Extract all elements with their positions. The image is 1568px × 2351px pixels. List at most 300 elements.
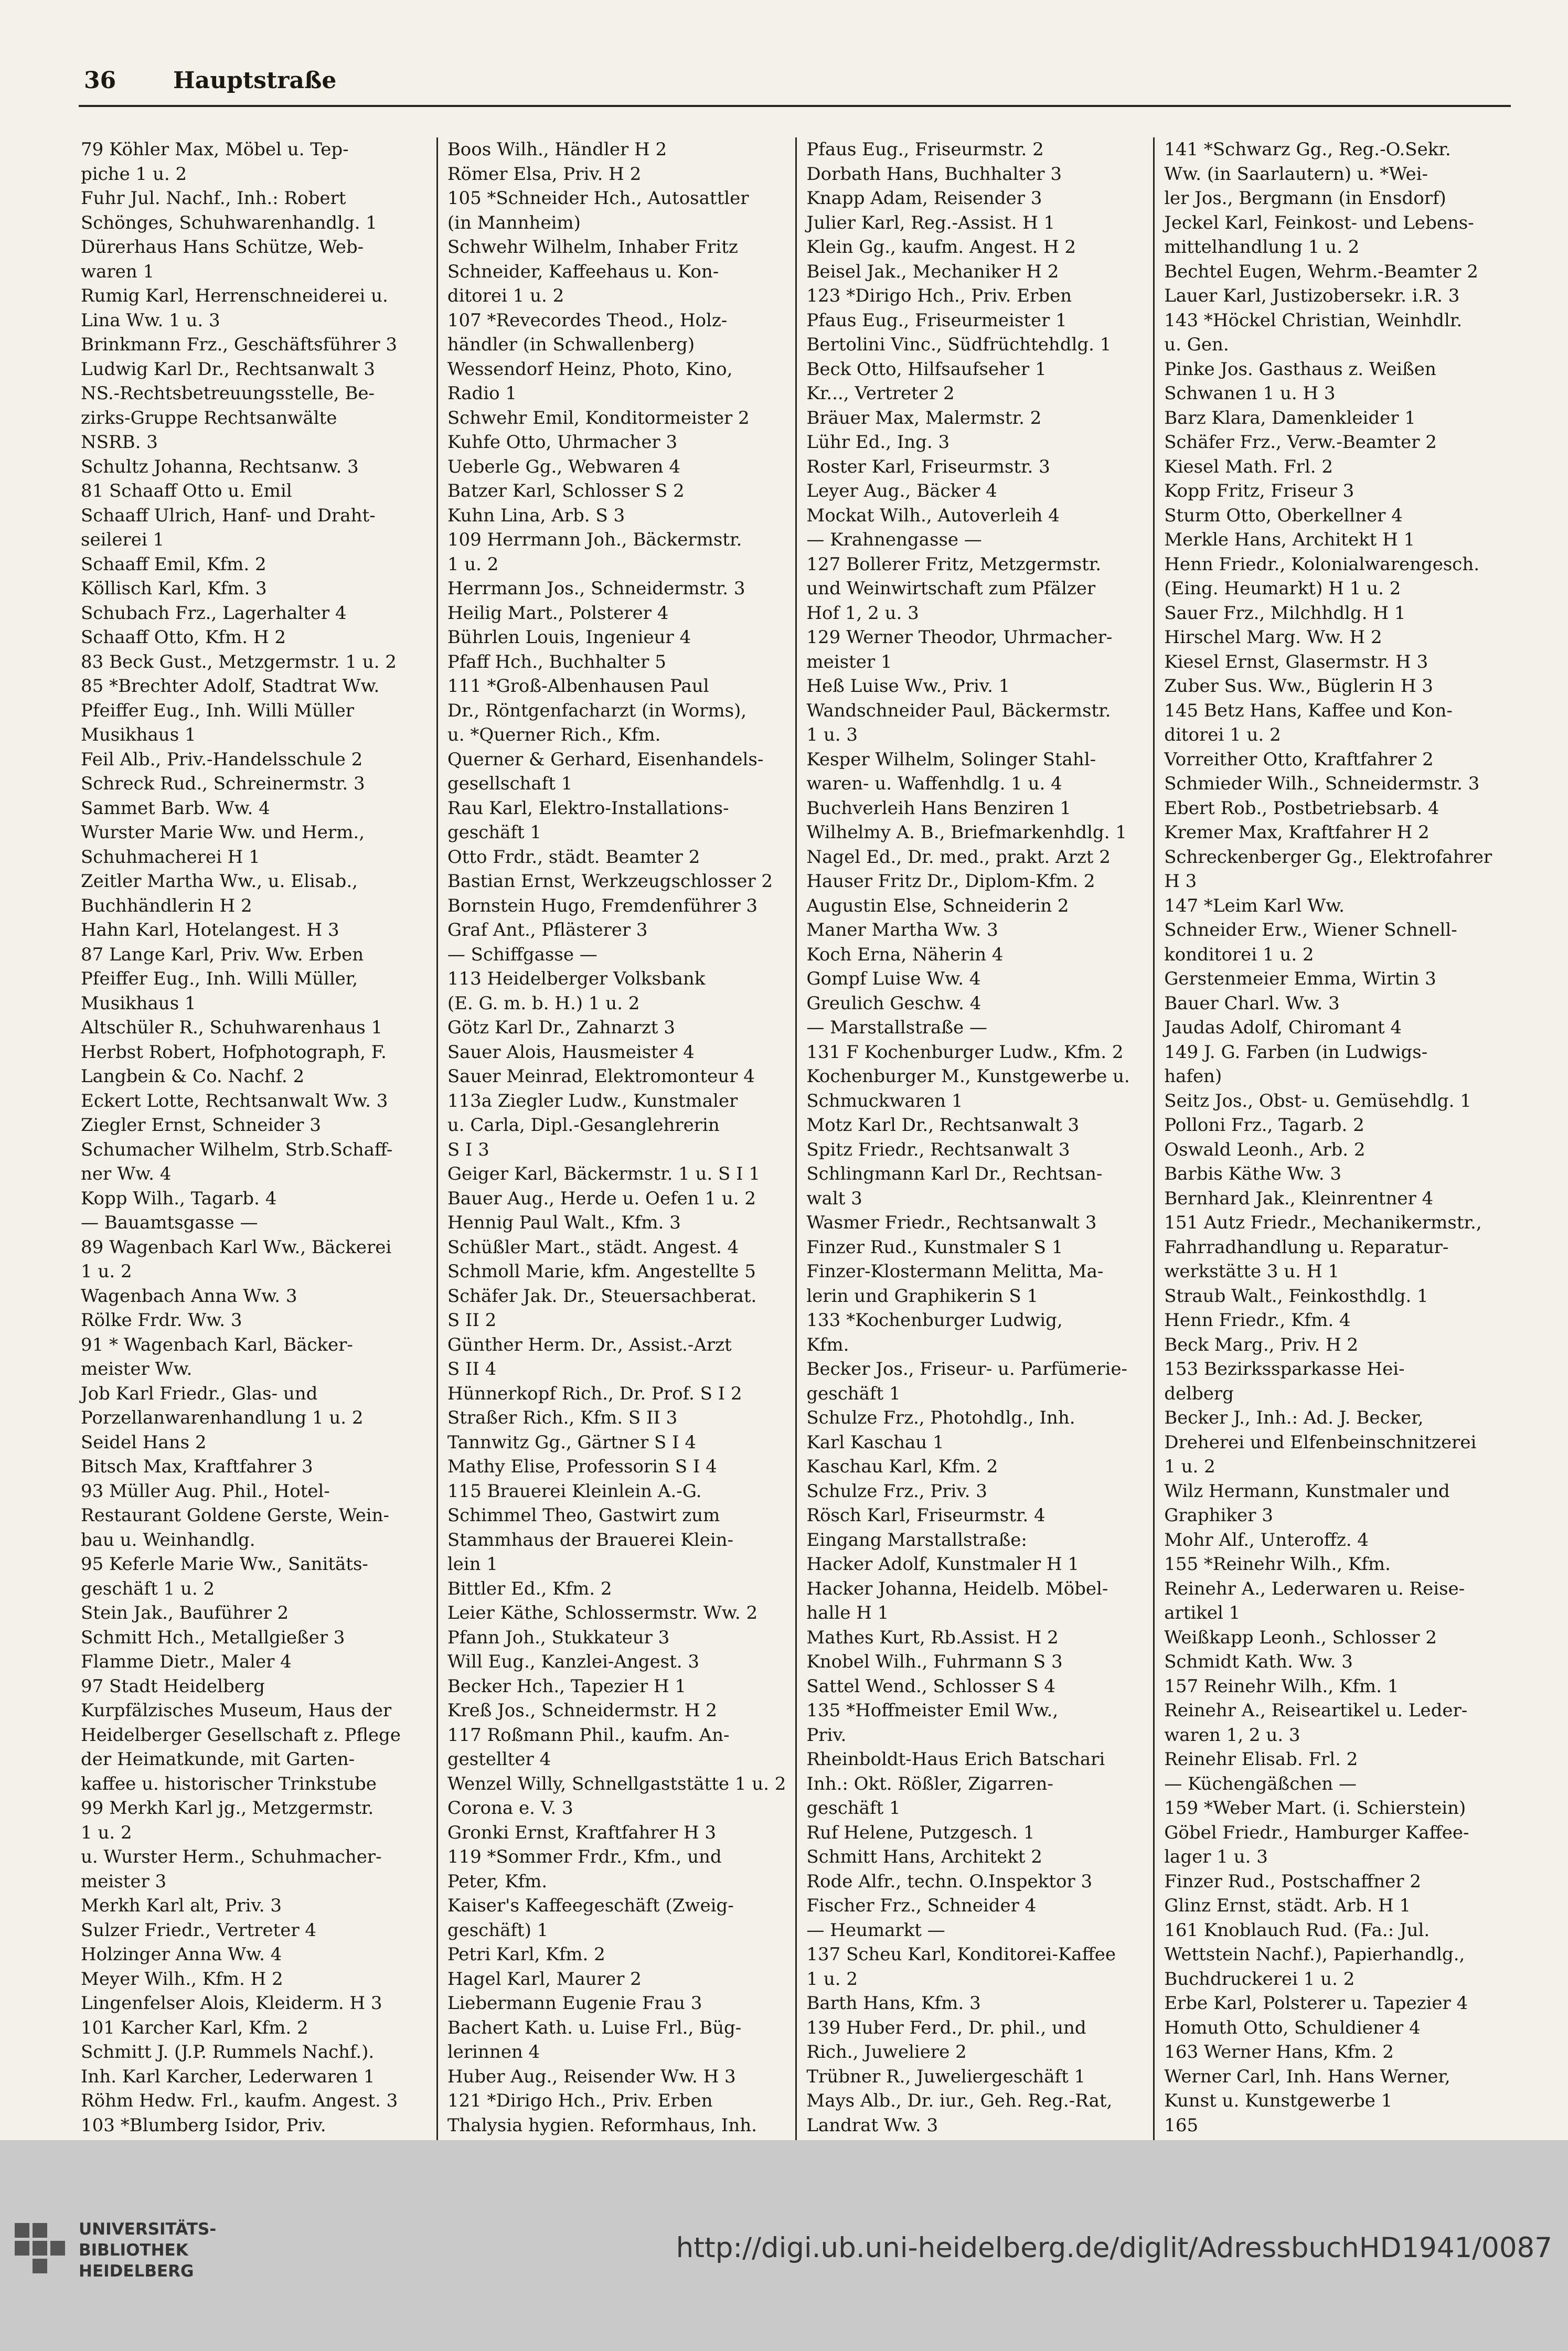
directory-entry-line: Sammet Barb. Ww. 4 bbox=[81, 797, 270, 819]
directory-entry-line: Seidel Hans 2 bbox=[81, 1431, 207, 1453]
directory-entry-line: meister Ww. bbox=[81, 1359, 193, 1380]
directory-entry-line: walt 3 bbox=[806, 1188, 862, 1209]
directory-entry-line: Kesper Wilhelm, Solinger Stahl- bbox=[806, 749, 1096, 770]
directory-entry-line: Inh.: Okt. Rößler, Zigarren- bbox=[806, 1773, 1053, 1794]
directory-entry-line: 135 *Hoffmeister Emil Ww., bbox=[806, 1700, 1059, 1721]
directory-entry-line: Bauer Charl. Ww. 3 bbox=[1164, 992, 1340, 1014]
directory-entry-line: lein 1 bbox=[447, 1554, 498, 1575]
column-1 bbox=[79, 137, 436, 2211]
directory-entry-line: Kiesel Ernst, Glasermstr. H 3 bbox=[1164, 651, 1428, 672]
directory-entry-line: — Schiffgasse — bbox=[447, 944, 598, 965]
directory-entry-line: Jeckel Karl, Feinkost- und Lebens- bbox=[1164, 212, 1474, 233]
directory-entry-line: Merkle Hans, Architekt H 1 bbox=[1164, 529, 1415, 550]
directory-entry-line: Weißkapp Leonh., Schlosser 2 bbox=[1164, 1627, 1437, 1648]
directory-entry-line: Musikhaus 1 bbox=[81, 724, 196, 745]
directory-entry-line: Kochenburger M., Kunstgewerbe u. bbox=[806, 1066, 1130, 1087]
directory-entry-line: Heidelberger Gesellschaft z. Pflege bbox=[81, 1724, 401, 1746]
directory-entry-line: Thalysia hygien. Reformhaus, Inh. bbox=[447, 2114, 757, 2136]
directory-entry-line: Pfaus Eug., Friseurmstr. 2 bbox=[806, 139, 1044, 160]
directory-entry-line: 91 * Wagenbach Karl, Bäcker- bbox=[81, 1334, 353, 1355]
directory-entry-line: piche 1 u. 2 bbox=[81, 163, 187, 185]
directory-entry-line: 111 *Groß-Albenhausen Paul bbox=[447, 676, 709, 697]
viewer-footer bbox=[0, 2140, 1568, 2351]
directory-entry-line: Vorreither Otto, Kraftfahrer 2 bbox=[1164, 749, 1434, 770]
directory-entry-line: — Küchengäßchen — bbox=[1164, 1773, 1357, 1794]
directory-entry-line: Zeitler Martha Ww., u. Elisab., bbox=[81, 871, 358, 892]
directory-entry-line: Eckert Lotte, Rechtsanwalt Ww. 3 bbox=[81, 1090, 388, 1112]
directory-entry-line: Becker Hch., Tapezier H 1 bbox=[447, 1675, 687, 1697]
directory-entry-line: Kopp Fritz, Friseur 3 bbox=[1164, 480, 1354, 501]
directory-entry-line: 97 Stadt Heidelberg bbox=[81, 1675, 265, 1697]
directory-entry-line: 163 Werner Hans, Kfm. 2 bbox=[1164, 2042, 1394, 2063]
directory-entry-line: Lauer Karl, Justizobersekr. i.R. 3 bbox=[1164, 285, 1460, 306]
directory-entry-line: Römer Elsa, Priv. H 2 bbox=[447, 163, 642, 185]
directory-entry-line: Bertolini Vinc., Südfrüchtehdlg. 1 bbox=[806, 334, 1112, 355]
directory-entry-line: Gerstenmeier Emma, Wirtin 3 bbox=[1164, 968, 1436, 989]
directory-entry-line: Julier Karl, Reg.-Assist. H 1 bbox=[806, 212, 1055, 233]
directory-entry-line: Meyer Wilh., Kfm. H 2 bbox=[81, 1968, 283, 1990]
directory-entry-line: Radio 1 bbox=[447, 383, 517, 404]
directory-entry-line: Schneider Erw., Wiener Schnell- bbox=[1164, 920, 1457, 941]
directory-entry-line: Job Karl Friedr., Glas- und bbox=[81, 1383, 318, 1404]
directory-entry-line: geschäft) 1 bbox=[447, 1919, 549, 1941]
directory-entry-line: 1 u. 2 bbox=[1164, 1456, 1215, 1477]
directory-entry-line: Boos Wilh., Händler H 2 bbox=[447, 139, 667, 160]
directory-entry-line: 107 *Revecordes Theod., Holz- bbox=[447, 309, 728, 331]
directory-entry-line: Batzer Karl, Schlosser S 2 bbox=[447, 480, 685, 501]
directory-entry-line: Graf Ant., Pflästerer 3 bbox=[447, 920, 648, 941]
directory-entry-line: ditorei 1 u. 2 bbox=[447, 285, 564, 306]
directory-entry-line: Beck Marg., Priv. H 2 bbox=[1164, 1334, 1359, 1355]
directory-entry-line: Knapp Adam, Reisender 3 bbox=[806, 188, 1042, 209]
directory-entry-line: Pfann Joh., Stukkateur 3 bbox=[447, 1627, 670, 1648]
directory-entry-line: Schwehr Wilhelm, Inhaber Fritz bbox=[447, 237, 738, 258]
directory-entry-line: Sauer Meinrad, Elektromonteur 4 bbox=[447, 1066, 755, 1087]
directory-entry-line: 121 *Dirigo Hch., Priv. Erben bbox=[447, 2090, 713, 2111]
directory-entry-line: Seitz Jos., Obst- u. Gemüsehdlg. 1 bbox=[1164, 1090, 1471, 1112]
directory-entry-line: ditorei 1 u. 2 bbox=[1164, 724, 1281, 745]
source-url-link[interactable]: http://digi.ub.uni-heidelberg.de/diglit/AdressbuchHD1941/0087 bbox=[676, 2232, 1552, 2264]
directory-entry-line: Otto Frdr., städt. Beamter 2 bbox=[447, 846, 700, 868]
directory-entry-line: Eingang Marstallstraße: bbox=[806, 1529, 1027, 1551]
directory-entry-line: Querner & Gerhard, Eisenhandels- bbox=[447, 749, 764, 770]
library-name-line: UNIVERSITÄTS- bbox=[79, 2220, 217, 2239]
directory-entry-line: Dorbath Hans, Buchhalter 3 bbox=[806, 163, 1062, 185]
directory-entry-line: Kr..., Vertreter 2 bbox=[806, 383, 955, 404]
directory-entry-line: 145 Betz Hans, Kaffee und Kon- bbox=[1164, 700, 1453, 721]
directory-entry-line: Rau Karl, Elektro-Installations- bbox=[447, 797, 729, 819]
directory-entry-line: Pfeiffer Eug., Inh. Willi Müller, bbox=[81, 968, 358, 989]
directory-entry-line: waren 1, 2 u. 3 bbox=[1164, 1724, 1300, 1746]
directory-entry-line: 165 bbox=[1164, 2114, 1199, 2136]
directory-entry-line: Will Eug., Kanzlei-Angest. 3 bbox=[447, 1651, 700, 1672]
directory-entry-line: 153 Bezirkssparkasse Hei- bbox=[1164, 1359, 1405, 1380]
directory-entry-line: 113 Heidelberger Volksbank bbox=[447, 968, 706, 989]
directory-entry-line: Schmoll Marie, kfm. Angestellte 5 bbox=[447, 1261, 756, 1282]
directory-entry-line: 133 *Kochenburger Ludwig, bbox=[806, 1310, 1063, 1331]
directory-entry-line: Schuhmacherei H 1 bbox=[81, 846, 260, 868]
directory-entry-line: Flamme Dietr., Maler 4 bbox=[81, 1651, 292, 1672]
directory-entry-line: lerin und Graphikerin S 1 bbox=[806, 1285, 1039, 1307]
directory-entry-line: 155 *Reinehr Wilh., Kfm. bbox=[1164, 1554, 1391, 1575]
directory-entry-line: konditorei 1 u. 2 bbox=[1164, 944, 1314, 965]
directory-entry-line: Reinehr A., Reiseartikel u. Leder- bbox=[1164, 1700, 1468, 1721]
directory-entry-line: Corona e. V. 3 bbox=[447, 1798, 573, 1819]
directory-entry-line: Motz Karl Dr., Rechtsanwalt 3 bbox=[806, 1115, 1080, 1136]
directory-entry-line: Bräuer Max, Malermstr. 2 bbox=[806, 407, 1042, 429]
directory-entry-line: Pfaus Eug., Friseurmeister 1 bbox=[806, 309, 1067, 331]
directory-entry-line: (E. G. m. b. H.) 1 u. 2 bbox=[447, 992, 640, 1014]
directory-entry-line: 1 u. 3 bbox=[806, 724, 858, 745]
directory-entry-line: Pfaff Hch., Buchhalter 5 bbox=[447, 651, 666, 672]
directory-entry-line: H 3 bbox=[1164, 871, 1197, 892]
directory-entry-line: Schreck Rud., Schreinermstr. 3 bbox=[81, 773, 365, 794]
directory-entry-line: Ludwig Karl Dr., Rechtsanwalt 3 bbox=[81, 358, 375, 380]
directory-entry-line: Peter, Kfm. bbox=[447, 1871, 548, 1892]
directory-entry-line: Jaudas Adolf, Chiromant 4 bbox=[1164, 1017, 1402, 1038]
directory-entry-line: Fischer Frz., Schneider 4 bbox=[806, 1895, 1037, 1916]
directory-entry-line: Bernhard Jak., Kleinrentner 4 bbox=[1164, 1188, 1434, 1209]
directory-entry-line: Pinke Jos. Gasthaus z. Weißen bbox=[1164, 358, 1436, 380]
directory-entry-line: Schubach Frz., Lagerhalter 4 bbox=[81, 602, 347, 624]
directory-entry-line: Graphiker 3 bbox=[1164, 1505, 1273, 1526]
directory-entry-line: Brinkmann Frz., Geschäftsführer 3 bbox=[81, 334, 397, 355]
directory-entry-line: Tannwitz Gg., Gärtner S I 4 bbox=[447, 1431, 697, 1453]
directory-entry-line: Sauer Alois, Hausmeister 4 bbox=[447, 1041, 695, 1063]
directory-entry-line: werkstätte 3 u. H 1 bbox=[1164, 1261, 1339, 1282]
directory-entry-line: Schneider, Kaffeehaus u. Kon- bbox=[447, 261, 719, 282]
directory-entry-line: Mathy Elise, Professorin S I 4 bbox=[447, 1456, 717, 1477]
directory-entry-line: Schmitt J. (J.P. Rummels Nachf.). bbox=[81, 2042, 375, 2063]
directory-entry-line: Huber Aug., Reisender Ww. H 3 bbox=[447, 2066, 736, 2087]
directory-entry-line: Buchverleih Hans Benziren 1 bbox=[806, 797, 1071, 819]
directory-entry-line: 115 Brauerei Kleinlein A.-G. bbox=[447, 1480, 702, 1502]
library-name bbox=[79, 2219, 216, 2282]
directory-entry-line: gesellschaft 1 bbox=[447, 773, 573, 794]
directory-entry-line: — Krahnengasse — bbox=[806, 529, 982, 550]
directory-entry-line: waren- u. Waffenhdlg. 1 u. 4 bbox=[806, 773, 1062, 794]
directory-entry-line: Kopp Wilh., Tagarb. 4 bbox=[81, 1188, 277, 1209]
directory-entry-line: Sattel Wend., Schlosser S 4 bbox=[806, 1675, 1055, 1697]
directory-entry-line: Kreß Jos., Schneidermstr. H 2 bbox=[447, 1700, 717, 1721]
directory-entry-line: Hacker Adolf, Kunstmaler H 1 bbox=[806, 1554, 1079, 1575]
directory-entry-line: Fahrradhandlung u. Reparatur- bbox=[1164, 1236, 1449, 1258]
directory-entry-line: Hauser Fritz Dr., Diplom-Kfm. 2 bbox=[806, 871, 1095, 892]
directory-columns bbox=[79, 137, 1511, 2136]
directory-entry-line: 143 *Höckel Christian, Weinhdlr. bbox=[1164, 309, 1463, 331]
directory-entry-line: artikel 1 bbox=[1164, 1602, 1241, 1623]
directory-entry-line: Sturm Otto, Oberkellner 4 bbox=[1164, 505, 1403, 526]
directory-entry-line: Rösch Karl, Friseurmstr. 4 bbox=[806, 1505, 1046, 1526]
directory-entry-line: Wilhelmy A. B., Briefmarkenhdlg. 1 bbox=[806, 822, 1127, 843]
directory-entry-line: Sauer Frz., Milchhdlg. H 1 bbox=[1164, 602, 1406, 624]
directory-entry-line: ner Ww. 4 bbox=[81, 1163, 172, 1184]
directory-entry-line: 123 *Dirigo Hch., Priv. Erben bbox=[806, 285, 1072, 306]
directory-entry-line: Wasmer Friedr., Rechtsanwalt 3 bbox=[806, 1212, 1097, 1233]
directory-entry-line: Homuth Otto, Schuldiener 4 bbox=[1164, 2017, 1421, 2038]
directory-entry-line: Dürerhaus Hans Schütze, Web- bbox=[81, 237, 364, 258]
directory-entry-line: lerinnen 4 bbox=[447, 2042, 540, 2063]
directory-entry-line: Polloni Frz., Tagarb. 2 bbox=[1164, 1115, 1364, 1136]
directory-entry-line: Holzinger Anna Ww. 4 bbox=[81, 1944, 282, 1965]
directory-entry-line: Fuhr Jul. Nachf., Inh.: Robert bbox=[81, 188, 346, 209]
directory-entry-line: Schmitt Hch., Metallgießer 3 bbox=[81, 1627, 345, 1648]
directory-entry-line: u. Carla, Dipl.-Gesanglehrerin bbox=[447, 1115, 720, 1136]
directory-entry-line: geschäft 1 u. 2 bbox=[81, 1578, 215, 1599]
directory-entry-line: Priv. bbox=[806, 1724, 847, 1746]
directory-entry-line: Bitsch Max, Kraftfahrer 3 bbox=[81, 1456, 313, 1477]
directory-entry-line: hafen) bbox=[1164, 1066, 1222, 1087]
directory-entry-line: 79 Köhler Max, Möbel u. Tep- bbox=[81, 139, 349, 160]
page-title: Hauptstraße bbox=[173, 67, 337, 94]
directory-entry-line: Klein Gg., kaufm. Angest. H 2 bbox=[806, 237, 1076, 258]
directory-entry-line: Feil Alb., Priv.-Handelsschule 2 bbox=[81, 749, 363, 770]
directory-entry-line: Restaurant Goldene Gerste, Wein- bbox=[81, 1505, 390, 1526]
directory-entry-line: Kurpfälzisches Museum, Haus der bbox=[81, 1700, 392, 1721]
directory-entry-line: Kaschau Karl, Kfm. 2 bbox=[806, 1456, 998, 1477]
directory-entry-line: Schüßler Mart., städt. Angest. 4 bbox=[447, 1236, 739, 1258]
directory-entry-line: Roster Karl, Friseurmstr. 3 bbox=[806, 456, 1050, 477]
directory-entry-line: Barth Hans, Kfm. 3 bbox=[806, 1993, 981, 2014]
directory-entry-line: S II 2 bbox=[447, 1310, 497, 1331]
directory-entry-line: Bornstein Hugo, Fremdenführer 3 bbox=[447, 895, 758, 916]
directory-entry-line: geschäft 1 bbox=[447, 822, 542, 843]
directory-entry-line: Köllisch Karl, Kfm. 3 bbox=[81, 578, 267, 599]
directory-entry-line: Hünnerkopf Rich., Dr. Prof. S I 2 bbox=[447, 1383, 742, 1404]
directory-entry-line: Bastian Ernst, Werkzeugschlosser 2 bbox=[447, 871, 773, 892]
directory-entry-line: geschäft 1 bbox=[806, 1383, 901, 1404]
directory-entry-line: Ueberle Gg., Webwaren 4 bbox=[447, 456, 681, 477]
directory-entry-line: Wettstein Nachf.), Papierhandlg., bbox=[1164, 1944, 1465, 1965]
directory-entry-line: Kaiser's Kaffeegeschäft (Zweig- bbox=[447, 1895, 734, 1916]
directory-entry-line: Becker Jos., Friseur- u. Parfümerie- bbox=[806, 1359, 1127, 1380]
directory-entry-line: kaffee u. historischer Trinkstube bbox=[81, 1773, 377, 1794]
directory-entry-line: Porzellanwarenhandlung 1 u. 2 bbox=[81, 1407, 364, 1428]
directory-entry-line: Schimmel Theo, Gastwirt zum bbox=[447, 1505, 720, 1526]
page-number: 36 bbox=[84, 67, 116, 94]
directory-entry-line: Werner Carl, Inh. Hans Werner, bbox=[1164, 2066, 1450, 2087]
directory-entry-line: u. *Querner Rich., Kfm. bbox=[447, 724, 661, 745]
directory-entry-line: Augustin Else, Schneiderin 2 bbox=[806, 895, 1069, 916]
directory-entry-line: Herbst Robert, Hofphotograph, F. bbox=[81, 1041, 387, 1063]
directory-entry-line: Musikhaus 1 bbox=[81, 992, 196, 1014]
directory-entry-line: Schaaff Emil, Kfm. 2 bbox=[81, 553, 266, 575]
directory-entry-line: Sulzer Friedr., Vertreter 4 bbox=[81, 1919, 317, 1941]
directory-entry-line: 85 *Brechter Adolf, Stadtrat Ww. bbox=[81, 676, 380, 697]
directory-entry-line: Leyer Aug., Bäcker 4 bbox=[806, 480, 997, 501]
directory-entry-line: Hacker Johanna, Heidelb. Möbel- bbox=[806, 1578, 1108, 1599]
directory-entry-line: Reinehr A., Lederwaren u. Reise- bbox=[1164, 1578, 1465, 1599]
directory-entry-line: 101 Karcher Karl, Kfm. 2 bbox=[81, 2017, 308, 2038]
directory-entry-line: — Marstallstraße — bbox=[806, 1017, 987, 1038]
directory-entry-line: geschäft 1 bbox=[806, 1798, 901, 1819]
directory-entry-line: 1 u. 2 bbox=[447, 553, 499, 575]
directory-entry-line: Rumig Karl, Herrenschneiderei u. bbox=[81, 285, 388, 306]
directory-entry-line: 151 Autz Friedr., Mechanikermstr., bbox=[1164, 1212, 1482, 1233]
directory-entry-line: Inh. Karl Karcher, Lederwaren 1 bbox=[81, 2066, 375, 2087]
directory-entry-line: Herrmann Jos., Schneidermstr. 3 bbox=[447, 578, 745, 599]
library-name-line: BIBLIOTHEK bbox=[79, 2241, 188, 2260]
directory-entry-line: Ebert Rob., Postbetriebsarb. 4 bbox=[1164, 797, 1439, 819]
directory-entry-line: Schaaff Ulrich, Hanf- und Draht- bbox=[81, 505, 376, 526]
directory-entry-line: waren 1 bbox=[81, 261, 155, 282]
directory-entry-line: Wenzel Willy, Schnellgaststätte 1 u. 2 bbox=[447, 1773, 786, 1794]
directory-entry-line: Stammhaus der Brauerei Klein- bbox=[447, 1529, 734, 1551]
directory-entry-line: bau u. Weinhandlg. bbox=[81, 1529, 255, 1551]
directory-entry-line: Kremer Max, Kraftfahrer H 2 bbox=[1164, 822, 1430, 843]
directory-entry-line: Altschüler R., Schuhwarenhaus 1 bbox=[81, 1017, 383, 1038]
directory-entry-line: Schaaff Otto, Kfm. H 2 bbox=[81, 627, 286, 648]
directory-entry-line: Wagenbach Anna Ww. 3 bbox=[81, 1285, 297, 1307]
directory-entry-line: Kuhfe Otto, Uhrmacher 3 bbox=[447, 432, 678, 453]
directory-entry-line: Wurster Marie Ww. und Herm., bbox=[81, 822, 365, 843]
directory-entry-line: Zuber Sus. Ww., Büglerin H 3 bbox=[1164, 676, 1433, 697]
directory-entry-line: Schmuckwaren 1 bbox=[806, 1090, 963, 1112]
directory-entry-line: (Eing. Heumarkt) H 1 u. 2 bbox=[1164, 578, 1401, 599]
directory-entry-line: 109 Herrmann Joh., Bäckermstr. bbox=[447, 529, 742, 550]
directory-entry-line: Schlingmann Karl Dr., Rechtsan- bbox=[806, 1163, 1103, 1184]
directory-entry-line: 149 J. G. Farben (in Ludwigs- bbox=[1164, 1041, 1428, 1063]
directory-entry-line: Gronki Ernst, Kraftfahrer H 3 bbox=[447, 1822, 717, 1843]
page-header bbox=[84, 62, 1511, 104]
directory-entry-line: 137 Scheu Karl, Konditorei-Kaffee bbox=[806, 1944, 1116, 1965]
directory-entry-line: Koch Erna, Näherin 4 bbox=[806, 944, 1004, 965]
directory-entry-line: händler (in Schwallenberg) bbox=[447, 334, 695, 355]
directory-entry-line: lager 1 u. 3 bbox=[1164, 1846, 1268, 1867]
directory-entry-line: Hof 1, 2 u. 3 bbox=[806, 602, 919, 624]
directory-entry-line: Rode Alfr., techn. O.Inspektor 3 bbox=[806, 1871, 1093, 1892]
directory-entry-line: meister 3 bbox=[81, 1871, 167, 1892]
directory-entry-line: Langbein & Co. Nachf. 2 bbox=[81, 1066, 305, 1087]
directory-entry-line: Merkh Karl alt, Priv. 3 bbox=[81, 1895, 282, 1916]
directory-entry-line: Knobel Wilh., Fuhrmann S 3 bbox=[806, 1651, 1063, 1672]
directory-entry-line: Dreherei und Elfenbeinschnitzerei bbox=[1164, 1431, 1477, 1453]
directory-entry-line: NSRB. 3 bbox=[81, 432, 158, 453]
directory-entry-line: Henn Friedr., Kolonialwarengesch. bbox=[1164, 553, 1480, 575]
column-3 bbox=[795, 137, 1153, 2211]
directory-entry-line: Reinehr Elisab. Frl. 2 bbox=[1164, 1749, 1358, 1770]
directory-entry-line: 129 Werner Theodor, Uhrmacher- bbox=[806, 627, 1113, 648]
directory-entry-line: Landrat Ww. 3 bbox=[806, 2114, 938, 2136]
directory-entry-line: Wandschneider Paul, Bäckermstr. bbox=[806, 700, 1111, 721]
directory-entry-line: Rheinboldt-Haus Erich Batschari bbox=[806, 1749, 1105, 1770]
directory-entry-line: Schulze Frz., Photohdlg., Inh. bbox=[806, 1407, 1075, 1428]
directory-entry-line: 113a Ziegler Ludw., Kunstmaler bbox=[447, 1090, 738, 1112]
directory-entry-line: Bittler Ed., Kfm. 2 bbox=[447, 1578, 612, 1599]
column-4 bbox=[1153, 137, 1511, 2211]
directory-entry-line: meister 1 bbox=[806, 651, 892, 672]
directory-entry-line: Heß Luise Ww., Priv. 1 bbox=[806, 676, 1010, 697]
directory-entry-line: Ruf Helene, Putzgesch. 1 bbox=[806, 1822, 1035, 1843]
directory-entry-line: Bauer Aug., Herde u. Oefen 1 u. 2 bbox=[447, 1188, 756, 1209]
directory-entry-line: Trübner R., Juweliergeschäft 1 bbox=[806, 2066, 1086, 2087]
directory-entry-line: zirks-Gruppe Rechtsanwälte bbox=[81, 407, 337, 429]
directory-entry-line: Schmitt Hans, Architekt 2 bbox=[806, 1846, 1042, 1867]
directory-entry-line: 1 u. 2 bbox=[81, 1261, 132, 1282]
directory-entry-line: Schreckenberger Gg., Elektrofahrer bbox=[1164, 846, 1492, 868]
directory-entry-line: Mockat Wilh., Autoverleih 4 bbox=[806, 505, 1060, 526]
directory-entry-line: u. Wurster Herm., Schuhmacher- bbox=[81, 1846, 382, 1867]
directory-entry-line: Kfm. bbox=[806, 1334, 849, 1355]
directory-entry-line: Barbis Käthe Ww. 3 bbox=[1164, 1163, 1342, 1184]
directory-entry-line: Schönges, Schuhwarenhandlg. 1 bbox=[81, 212, 377, 233]
directory-entry-line: Petri Karl, Kfm. 2 bbox=[447, 1944, 605, 1965]
directory-entry-line: und Weinwirtschaft zum Pfälzer bbox=[806, 578, 1096, 599]
directory-entry-line: Henn Friedr., Kfm. 4 bbox=[1164, 1310, 1351, 1331]
directory-entry-line: Buchdruckerei 1 u. 2 bbox=[1164, 1968, 1355, 1990]
directory-entry-line: Schumacher Wilhelm, Strb.Schaff- bbox=[81, 1139, 393, 1160]
directory-entry-line: Glinz Ernst, städt. Arb. H 1 bbox=[1164, 1895, 1411, 1916]
directory-entry-line: Götz Karl Dr., Zahnarzt 3 bbox=[447, 1017, 675, 1038]
directory-entry-line: Straßer Rich., Kfm. S II 3 bbox=[447, 1407, 678, 1428]
directory-entry-line: Ziegler Ernst, Schneider 3 bbox=[81, 1115, 321, 1136]
directory-entry-line: Oswald Leonh., Arb. 2 bbox=[1164, 1139, 1366, 1160]
directory-entry-line: Günther Herm. Dr., Assist.-Arzt bbox=[447, 1334, 732, 1355]
directory-entry-line: 147 *Leim Karl Ww. bbox=[1164, 895, 1345, 916]
directory-entry-line: 131 F Kochenburger Ludw., Kfm. 2 bbox=[806, 1041, 1124, 1063]
directory-entry-line: Kiesel Math. Frl. 2 bbox=[1164, 456, 1334, 477]
directory-entry-line: Bachert Kath. u. Luise Frl., Büg- bbox=[447, 2017, 742, 2038]
directory-entry-line: Finzer Rud., Postschaffner 2 bbox=[1164, 1871, 1421, 1892]
directory-entry-line: 93 Müller Aug. Phil., Hotel- bbox=[81, 1480, 330, 1502]
directory-entry-line: Kuhn Lina, Arb. S 3 bbox=[447, 505, 625, 526]
directory-entry-line: 1 u. 2 bbox=[806, 1968, 858, 1990]
directory-entry-line: u. Gen. bbox=[1164, 334, 1229, 355]
directory-entry-line: Lingenfelser Alois, Kleiderm. H 3 bbox=[81, 1993, 382, 2014]
directory-entry-line: 99 Merkh Karl jg., Metzgermstr. bbox=[81, 1798, 374, 1819]
directory-entry-line: Rölke Frdr. Ww. 3 bbox=[81, 1310, 242, 1331]
directory-entry-line: Mohr Alf., Unteroffz. 4 bbox=[1164, 1529, 1369, 1551]
directory-entry-line: 89 Wagenbach Karl Ww., Bäckerei bbox=[81, 1236, 392, 1258]
directory-entry-line: Schmieder Wilh., Schneidermstr. 3 bbox=[1164, 773, 1480, 794]
directory-entry-line: Spitz Friedr., Rechtsanwalt 3 bbox=[806, 1139, 1070, 1160]
directory-entry-line: 141 *Schwarz Gg., Reg.-O.Sekr. bbox=[1164, 139, 1451, 160]
directory-entry-line: Maner Martha Ww. 3 bbox=[806, 920, 998, 941]
directory-entry-line: Heilig Mart., Polsterer 4 bbox=[447, 602, 669, 624]
directory-entry-line: delberg bbox=[1164, 1383, 1234, 1404]
directory-entry-line: Pfeiffer Eug., Inh. Willi Müller bbox=[81, 700, 355, 721]
directory-entry-line: 83 Beck Gust., Metzgermstr. 1 u. 2 bbox=[81, 651, 397, 672]
directory-entry-line: Schmidt Kath. Ww. 3 bbox=[1164, 1651, 1353, 1672]
directory-entry-line: Hahn Karl, Hotelangest. H 3 bbox=[81, 920, 339, 941]
directory-entry-line: Buchhändlerin H 2 bbox=[81, 895, 252, 916]
directory-entry-line: halle H 1 bbox=[806, 1602, 889, 1623]
directory-entry-line: Mays Alb., Dr. iur., Geh. Reg.-Rat, bbox=[806, 2090, 1113, 2111]
directory-entry-line: mittelhandlung 1 u. 2 bbox=[1164, 237, 1360, 258]
directory-entry-line: 119 *Sommer Frdr., Kfm., und bbox=[447, 1846, 722, 1867]
directory-entry-line: Becker J., Inh.: Ad. J. Becker, bbox=[1164, 1407, 1424, 1428]
directory-entry-line: Ww. (in Saarlautern) u. *Wei- bbox=[1164, 163, 1428, 185]
directory-entry-line: Finzer Rud., Kunstmaler S 1 bbox=[806, 1236, 1063, 1258]
directory-entry-line: ler Jos., Bergmann (in Ensdorf) bbox=[1164, 188, 1446, 209]
directory-entry-line: 87 Lange Karl, Priv. Ww. Erben bbox=[81, 944, 364, 965]
directory-entry-line: S I 3 bbox=[447, 1139, 489, 1160]
directory-entry-line: Straub Walt., Feinkosthdlg. 1 bbox=[1164, 1285, 1428, 1307]
directory-entry-line: Greulich Geschw. 4 bbox=[806, 992, 982, 1014]
directory-entry-line: 139 Huber Ferd., Dr. phil., und bbox=[806, 2017, 1086, 2038]
directory-entry-line: Stein Jak., Bauführer 2 bbox=[81, 1602, 289, 1623]
directory-entry-line: — Heumarkt — bbox=[806, 1919, 945, 1941]
directory-entry-line: Finzer-Klostermann Melitta, Ma- bbox=[806, 1261, 1104, 1282]
directory-entry-line: Rich., Juweliere 2 bbox=[806, 2042, 967, 2063]
directory-entry-line: Röhm Hedw. Frl., kaufm. Angest. 3 bbox=[81, 2090, 398, 2111]
directory-entry-line: seilerei 1 bbox=[81, 529, 165, 550]
directory-entry-line: 159 *Weber Mart. (i. Schierstein) bbox=[1164, 1798, 1466, 1819]
directory-entry-line: Erbe Karl, Polsterer u. Tapezier 4 bbox=[1164, 1993, 1468, 2014]
directory-entry-line: Liebermann Eugenie Frau 3 bbox=[447, 1993, 702, 2014]
directory-entry-line: Schwanen 1 u. H 3 bbox=[1164, 383, 1336, 404]
directory-entry-line: 1 u. 2 bbox=[81, 1822, 132, 1843]
